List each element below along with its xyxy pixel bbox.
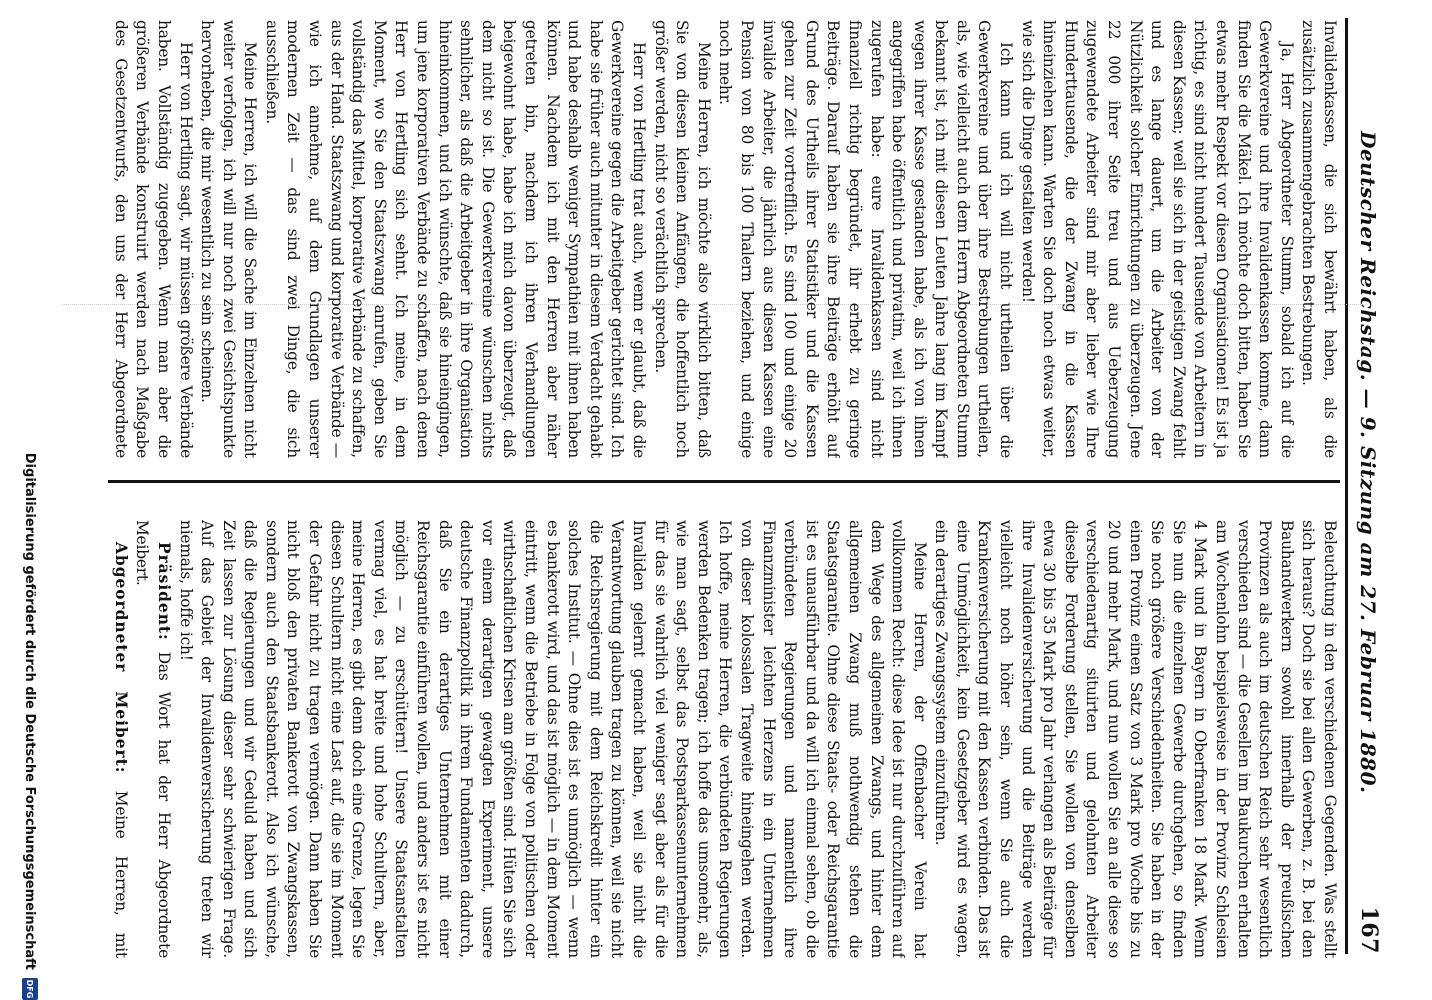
left-column-paragraph [649, 20, 714, 458]
running-head-title: Deutscher Reichstag. — 9. Sitzung am 27. Februar 1880. [1356, 131, 1380, 794]
left-column-paragraph [1297, 20, 1340, 458]
left-column-paragraph [108, 20, 196, 458]
dfg-logo-icon: DFG [22, 978, 38, 1000]
column-divider-rule [108, 480, 1340, 483]
paragraph-text: Beleuchtung in den verschiedenen Gegenden. Was stellt sich heraus? Doch sie bei allen Gewerben, z. B. bei den Bauhandwerkern sowohl innerhalb der preußischen Provinzen als auch im deutschen Reich sehr wesentlich verschieden sind — die Gesellen im Baukurchen erhalten am Wochenlohn beispielsweise in der Provinz Schlesien 4 Mark und in Bayern in Oberfranken 18 Mark. Wenn Sie nun die einzelnen Gewerbe durchgehen, so finden Sie noch größere Verschiedenheiten. Sie haben in der einen Provinz einen Satz von 3 Mark pro Woche bis zu 20 und mehr Mark, und nun wollen Sie an alle diese so verschiedenartig situirten und gelohnten Arbeiter dieselbe Forderung stellen, Sie wollen von denselben etwa 30 bis 35 Mark pro Jahr verlangen als Beiträge für ihre Invalidenversicherung und die Beiträge werden vielleicht noch höher sein, wenn Sie auch die Krankenversicherung mit den Kassen verbinden. Das ist eine Unmöglichkeit, kein Gesetzgeber wird es wagen, ein derartiges Zwangssystem einzuführen. [932, 520, 1339, 958]
left-column-paragraph [260, 20, 649, 458]
speaker-label: Präsident: [154, 542, 173, 641]
left-text-column [108, 20, 1340, 458]
running-head [1356, 18, 1396, 954]
paragraph-text: Meine Herren, mit [111, 790, 130, 958]
page-number: 167 [1356, 906, 1382, 954]
left-column-paragraph [1016, 20, 1297, 458]
paragraph-text: Ich kann und ich will nicht urtheilen über die Gewerkvereine und über ihre Bestrebungen urtheilen, als, wie vielleicht auch dem Herrn Abgeordneten Stumm bekannt ist, ich mit diesen Leuten Jahre lang im Kampf wegen ihrer Kasse gestanden habe, als ich von ihnen angegriffen habe öffentlich und privatim, weil ich ihnen zugerufen habe: eure Invalidenkassen sind nicht finanziell richtig begründet, ihr erhebt zu geringe Beiträge. Darauf haben sie ihre Beiträge erhöht auf Grund des Urtheils ihrer Statistiker und die Kassen gehen zur Zeit vortrefflich. Es sind 100 und einige 20 invalide Arbeiter, die jährlich aus diesen Kassen eine Pension von 80 bis 100 Thalern beziehen, und einige noch mehr. [716, 20, 1016, 458]
left-column-paragraph [714, 20, 1016, 458]
paragraph-text: Meine Herren, ich möchte also wirklich bitten, daß Sie von diesen kleinen Anfängen, die hoffentlich noch größer werden, nicht so verächtlich sprechen. [651, 20, 713, 458]
left-column-paragraph [196, 20, 261, 458]
paragraph-text: Herr von Hertling trat auch, wenn er glaubt, daß die Gewerkvereine gegen die Arbeitgeber gerichtet sind. Ich habe sie früher auch mitunter in diesem Verdacht gehabt und habe deshalb weniger Sympathien mit ihnen haben können. Nachdem ich mit den Herren aber näher getreten bin, nachdem ich ihren Verhandlungen beigewohnt habe, habe ich mich davon überzeugt, daß dem nicht so ist. Die Gewerkvereine wünschen nichts sehnlicher, als daß die Arbeitgeber in ihre Organisation hineinkommen, und ich wünschte, daß sie hineingingen, um jene korporativen Verbände zu schaffen, nach denen Herr von Hertling sich sehnt. Ich meine, in dem Moment, wo Sie den Staatszwang anrufen, geben Sie vollständig das Mittel, korporative Verbände zu schaffen, aus der Hand. Staatszwang und korporative Verbände — wie ich annehme, auf dem Grundlagen unserer modernen Zeit — das sind zwei Dinge, die sich ausschließen. [262, 20, 648, 458]
paragraph-text: Herr von Hertling sagt, wir müssen größere Verbände haben. Vollständig zugegeben. Wenn man aber die größeren Verbände konstruirt werden nach Maßgabe des Gesetzentwurfs, den uns der Herr Abgeordnete [111, 20, 195, 458]
paragraph-text: Das Wort hat der Herr Abgeordnete Meibert. [133, 520, 173, 958]
paragraph-text: Ja, Herr Abgeordneter Stumm, sobald ich auf die Gewerkvereine und ihre Invalidenkassen komme, dann finden Sie die Mäkel. Ich möchte doch bitten, haben Sie etwas mehr Respekt vor diesen Organisationen! Es ist ja richtig, es sind nicht hundert Tausende von Arbeitern in diesen Kassen; weil sie sich in der geistigen Zwang fehlt und es lange dauert, um die Arbeiter von der Nützlichkeit solcher Einrichtungen zu überzeugen. Jene 22 000 ihrer Seite treu und aus Ueberzeugung zugewendete Arbeiter sind mir aber lieber wie Ihre Hunderttausende, die der Zwang in die Kassen hineinziehen kann. Warten Sie doch noch etwas weiter, wie sich die Dinge gestalten werden! [1018, 20, 1296, 458]
header-rule [1345, 18, 1348, 954]
right-column-paragraph [131, 520, 174, 958]
right-text-column [108, 520, 1340, 958]
right-column-paragraph [108, 520, 131, 958]
paragraph-text: Meine Herren, ich will die Sache im Einzelnen nicht weiter verfolgen, ich will nur noch zwei Gesichtspunkte hervorheben, die mir wesentlich zu sein scheinen. [198, 20, 260, 458]
digitization-credit [18, 440, 42, 1000]
speaker-label: Abgeordneter Meibert: [111, 542, 130, 774]
right-column-paragraph [174, 520, 930, 958]
paragraph-text: Meine Herren, der Offenbacher Verein hat vollkommen Recht: diese Idee ist nur durchzuführen auf dem Wege des allgemeinen Zwangs, und hinter dem allgemeinen Zwang muß nothwendig stehen die Staatsgarantie. Ohne diese Staats- oder Reichsgarantie ist es unausführbar und da will ich einmal sehen, ob die verbündeten Regierungen und namentlich ihre Finanzminister leichten Herzens in ein Unternehmen von dieser kolossalen Tragweite hineingehen werden. Ich hoffe, meine Herren, die verbündeten Regierungen werden Bedenken tragen; ich hoffe das umsomehr, als, wie man sagt, selbst das Postsparkassenunternehmen für das sie wahrlich viel weniger sagt aber als für die Invaliden gelernt gemacht haben, weil sie nicht die Verantwortung glauben tragen zu können, weil sie nicht die Reichsregierung mit dem Reichskredit hinter ein solches Institut. — Ohne dies ist es unmöglich — wenn es bankerott wird, und das ist möglich — in dem Moment eintritt, wenn die Betriebe in Folge von politischen oder wirthschaftlichen Krisen am größten sind. Hüten Sie sich vor einem derartigen gewagten Experiment, unsere deutsche Finanzpolitik in ihrem Fundamenten dadurch, daß Sie ein derartiges Unternehmen mit einer Reichsgarantie einführen wollen, und anders ist es nicht möglich — zu erschüttern! Unsere Staatsanstalten vermag viel, es hat breite und hohe Schultern, aber, meine Herren, es gibt denn doch eine Grenze, legen Sie diesen Schultern nicht eine Last auf, die sie im Moment der Gefahr nicht zu tragen vermögen. Dann haben Sie nicht bloß den privaten Bankerott von Zwangskassen, sondern auch den Staatsbankerott. Also ich wünsche, daß die Regierungen und wir Geduld haben und sich Zeit lassen zur Lösung dieser sehr schwierigen Frage. Auf das Gebiet der Invalidenversicherung treten wir niemals, hoffe ich! [176, 520, 929, 958]
paragraph-text: Invalidenkassen, die sich bewährt haben, als die zusätzlich zusammengebrachten Bestrebungen. [1299, 20, 1339, 458]
digitization-credit-text: Digitalisierung gefördert durch die Deutsche Forschungsgemeinschaft [22, 452, 38, 970]
right-column-paragraph [930, 520, 1340, 958]
